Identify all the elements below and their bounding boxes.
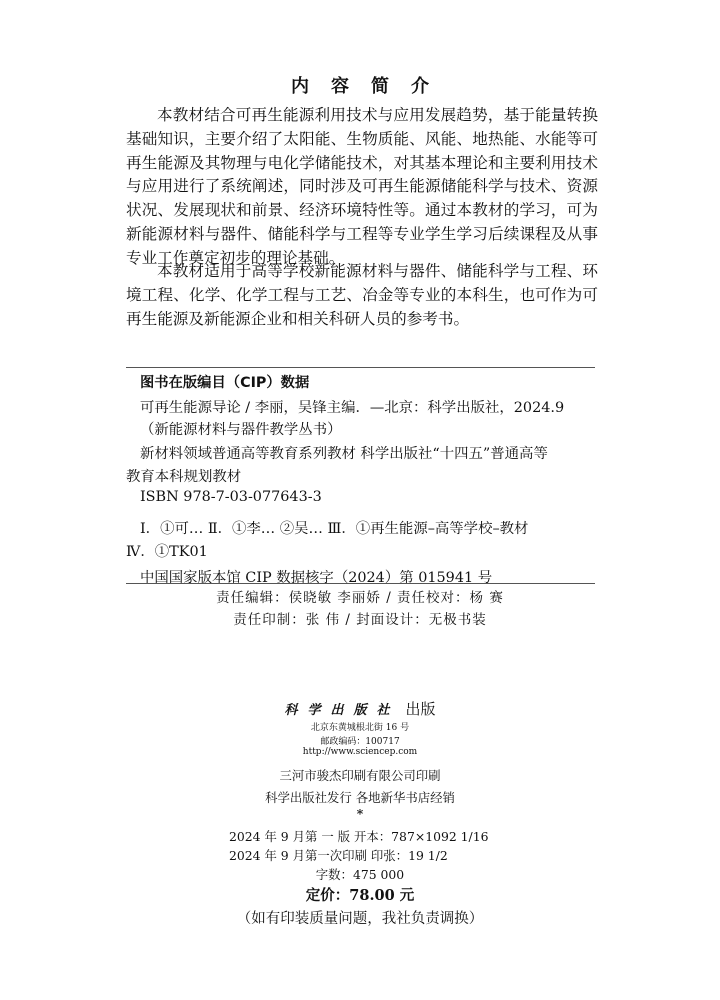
cip-isbn: ISBN 978-7-03-077643-3: [140, 489, 322, 505]
quality-notice: （如有印装质量问题，我社负责调换）: [236, 911, 484, 927]
credits-production: 责任印制：张 伟 / 封面设计：无极书装: [233, 612, 487, 628]
credits-editors: 责任编辑：侯晓敏 李丽娇 / 责任校对：杨 赛: [216, 590, 504, 606]
distribution-line: 科学出版社发行 各地新华书店经销: [265, 790, 455, 805]
cip-bibliographic-line: 可再生能源导论 / 李丽，吴锋主编．—北京：科学出版社，2024.9: [140, 400, 565, 416]
printing-line: 2024 年 9 月第一次印刷 印张：19 1/2: [229, 848, 448, 863]
page-title: 内容简介: [291, 76, 451, 97]
cip-block: [126, 368, 595, 586]
intro-text-2: 本教材适用于高等学校新能源材料与器件、储能科学与工程、环境工程、化学、化学工程与工艺、冶金等专业的本科生，也可作为可再生能源及新能源企业和相关科研人员的参考书。: [126, 262, 598, 328]
cip-series-note: 新材料领域普通高等教育系列教材 科学出版社“十四五”普通高等: [140, 446, 548, 462]
publisher-line: [0, 698, 720, 719]
edition-line: 2024 年 9 月第 一 版 开本：787×1092 1/16: [229, 829, 489, 844]
separator-asterisk: *: [356, 806, 364, 821]
printer-line: 三河市骏杰印刷有限公司印刷: [279, 768, 441, 783]
publisher-address: 北京东黄城根北街 16 号: [310, 723, 410, 733]
cip-series-note-cont: 教育本科规划教材: [126, 469, 242, 485]
intro-text-1: 本教材结合可再生能源利用技术与应用发展趋势，基于能量转换基础知识，主要介绍了太阳能、生物质能、风能、地热能、水能等可再生能源及其物理与电化学储能技术，对其基本理论和主要利用技术与应用进行了系统阐述，同时涉及可再生能源储能科学与技术、资源状况、发展现状和前景、经济环境特性等。通过本教材的学习，可为新能源材料与器件、储能科学与工程等专业学生学习后续课程及从事专业工作奠定初步的理论基础。: [126, 106, 598, 267]
publisher-logo: 科学出版社: [284, 703, 400, 718]
cip-approval-number: 中国国家版本馆 CIP 数据核字（2024）第 015941 号: [140, 570, 493, 586]
publish-label: 出版: [405, 700, 436, 718]
intro-paragraph-1: [126, 104, 598, 271]
price: 定价：78.00 元: [305, 887, 415, 904]
publisher-website: http://www.sciencep.com: [302, 747, 418, 757]
word-count: 字数：475 000: [315, 867, 405, 882]
cip-bottom-rule: [126, 583, 595, 584]
cip-classification: Ⅰ．①可… Ⅱ．①李… ②吴… Ⅲ．①再生能源–高等学校–教材: [140, 521, 529, 537]
cip-classification-cont: Ⅳ．①TK01: [126, 544, 208, 560]
intro-paragraph-2: [126, 260, 598, 331]
cip-series-line: （新能源材料与器件教学丛书）: [140, 422, 342, 438]
cip-title: 图书在版编目（CIP）数据: [140, 375, 310, 391]
publisher-postcode: 邮政编码：100717: [320, 737, 400, 747]
